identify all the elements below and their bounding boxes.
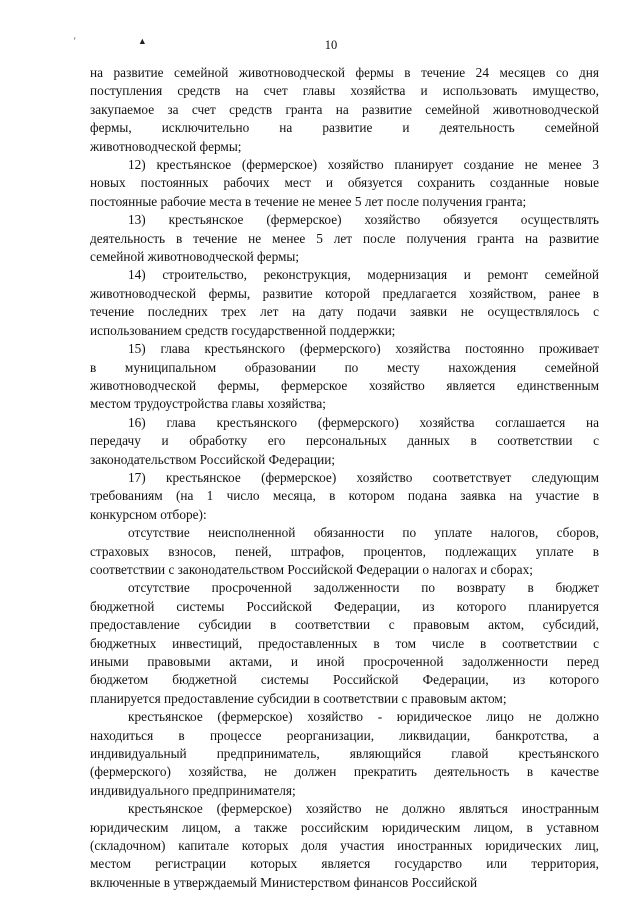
text-line: животноводческой фермы, фермерское хозяйство является единственным — [90, 377, 599, 393]
text-line: постоянные рабочие места в течение не менее 5 лет после получения гранта; — [90, 193, 527, 209]
document-body — [90, 64, 599, 892]
text-line: 17) крестьянское (фермерское) хозяйство соответствует следующим — [128, 469, 599, 485]
paragraph — [90, 708, 599, 800]
text-line: юридическим лицом, а также российским юридическим лицом, в уставном — [90, 819, 599, 835]
text-line: отсутствие просроченной задолженности по возврату в бюджет — [128, 580, 599, 596]
text-line: иными правовыми актами, и иной просроченной задолженности перед — [90, 654, 599, 669]
text-line: на развитие семейной животноводческой фермы в течение 24 месяцев со дня — [90, 65, 599, 80]
text-line: бюджетной системы Российской Федерации, из которого планируется — [90, 598, 599, 614]
text-line: законодательством Российской Федерации; — [90, 451, 336, 467]
text-line: (складочном) капитале которых доля участия иностранных юридических лиц, — [90, 838, 599, 854]
text-line: требованиям (на 1 число месяца, в котором подана заявка на участие в — [90, 488, 599, 504]
text-line: (фермерского) хозяйства, не должен прекратить деятельность в качестве — [90, 764, 599, 780]
paragraph — [90, 579, 599, 708]
paragraph — [90, 266, 599, 340]
text-line: закупаемое за счет средств гранта на развитие семейной животноводческой — [90, 101, 599, 117]
text-line: находиться в процессе реорганизации, ликвидации, банкротства, а — [90, 727, 599, 743]
text-line: животноводческой фермы, развитие которой предлагается хозяйством, ранее в — [90, 285, 599, 301]
text-line: планируется предоставление субсидии в соответствии с правовым актом; — [90, 690, 507, 706]
text-line: поступления средств на счет главы хозяйства и использовать имущество, — [90, 83, 599, 99]
paragraph — [90, 414, 599, 469]
text-line: деятельность в течение не менее 5 лет после получения гранта на развитие — [90, 230, 599, 246]
text-line: 16) глава крестьянского (фермерского) хозяйства соглашается на — [128, 414, 599, 430]
text-line: фермы, исключительно на развитие и деятельность семейной — [90, 120, 599, 136]
text-line: 12) крестьянское (фермерское) хозяйство планирует создание не менее 3 — [128, 157, 599, 173]
paragraph — [90, 211, 599, 266]
text-line: бюджетом бюджетной системы Российской Федерации, из которого — [90, 672, 599, 688]
text-line: в муниципальном образовании по месту нахождения семейной — [90, 359, 599, 375]
corner-marks: ' ▲ — [74, 36, 177, 46]
text-line: бюджетных инвестиций, предоставленных в том числе в соответствии с — [90, 635, 599, 651]
text-line: соответствии с законодательством Российской Федерации о налогах и сборах; — [90, 561, 533, 577]
text-line: индивидуальный предприниматель, являющийся главой крестьянского — [90, 746, 599, 762]
text-line: крестьянское (фермерское) хозяйство - юридическое лицо не должно — [128, 709, 599, 725]
text-line: страховых взносов, пеней, штрафов, процентов, подлежащих уплате в — [90, 543, 599, 559]
text-line: 14) строительство, реконструкция, модернизация и ремонт семейной — [128, 267, 599, 283]
text-line: местом трудоустройства главы хозяйства; — [90, 396, 326, 412]
paragraph — [90, 524, 599, 579]
paragraph — [90, 156, 599, 211]
text-line: новых постоянных рабочих мест и обязуется сохранить созданные новые — [90, 175, 599, 191]
text-line: местом регистрации которых является государство или территория, — [90, 856, 599, 872]
paragraph — [90, 800, 599, 892]
text-line: течение последних трех лет на дату подачи заявки не осуществлялось с — [90, 304, 599, 320]
text-line: включенные в утверждаемый Министерством финансов Российской — [90, 874, 478, 890]
text-line: 15) глава крестьянского (фермерского) хозяйства постоянно проживает — [128, 341, 599, 357]
text-line: 13) крестьянское (фермерское) хозяйство обязуется осуществлять — [128, 212, 599, 228]
text-line: крестьянское (фермерское) хозяйство не должно являться иностранным — [128, 801, 599, 817]
text-line: использованием средств государственной поддержки; — [90, 322, 396, 338]
page-number: 10 — [324, 38, 338, 52]
text-line: индивидуального предпринимателя; — [90, 782, 296, 798]
text-line: животноводческой фермы; — [90, 138, 242, 154]
paragraph — [90, 340, 599, 414]
text-line: передачу и обработку его персональных данных в соответствии с — [90, 433, 599, 449]
text-line: конкурсном отборе): — [90, 506, 207, 522]
text-line: предоставление субсидии в соответствии с правовым актом, субсидий, — [90, 617, 599, 633]
text-line: семейной животноводческой фермы; — [90, 249, 300, 265]
paragraph — [90, 64, 599, 156]
text-line: отсутствие неисполненной обязанности по уплате налогов, сборов, — [128, 525, 599, 541]
paragraph — [90, 469, 599, 524]
